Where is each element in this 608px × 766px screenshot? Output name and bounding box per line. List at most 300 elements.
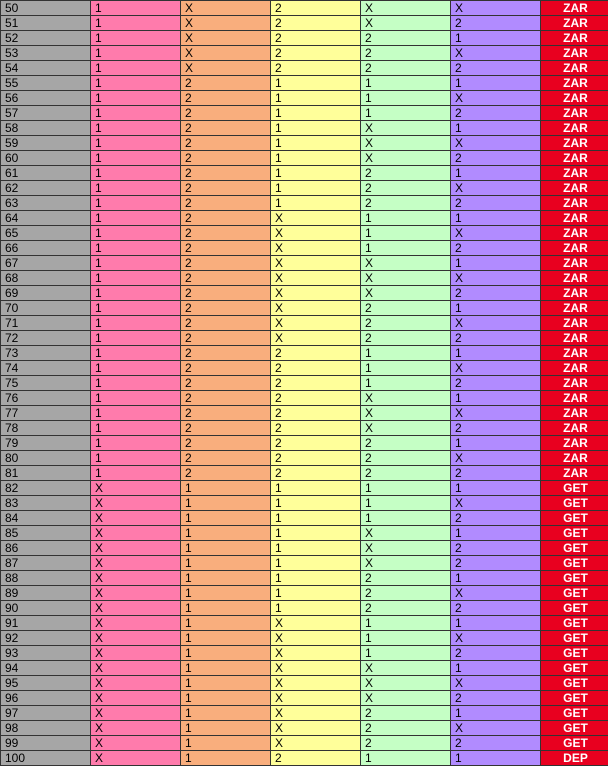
table-cell-col1[interactable]: X bbox=[91, 586, 181, 601]
table-cell-col1[interactable]: X bbox=[91, 571, 181, 586]
table-cell-col5[interactable]: 2 bbox=[451, 151, 541, 166]
table-cell-col4[interactable]: 1 bbox=[361, 631, 451, 646]
code-cell[interactable]: GET bbox=[541, 511, 608, 526]
table-cell-col4[interactable]: X bbox=[361, 676, 451, 691]
table-cell-col4[interactable]: 2 bbox=[361, 166, 451, 181]
table-cell-col2[interactable]: 2 bbox=[181, 211, 271, 226]
table-cell-col4[interactable]: 2 bbox=[361, 706, 451, 721]
table-cell-col3[interactable]: X bbox=[271, 661, 361, 676]
table-cell-col2[interactable]: X bbox=[181, 1, 271, 16]
table-cell-col5[interactable]: 1 bbox=[451, 346, 541, 361]
table-cell-col1[interactable]: 1 bbox=[91, 61, 181, 76]
code-cell[interactable]: ZAR bbox=[541, 46, 608, 61]
table-cell-col3[interactable]: 1 bbox=[271, 166, 361, 181]
table-cell-col3[interactable]: X bbox=[271, 301, 361, 316]
row-number-cell[interactable]: 92 bbox=[1, 631, 91, 646]
table-cell-col4[interactable]: 2 bbox=[361, 331, 451, 346]
table-cell-col1[interactable]: 1 bbox=[91, 406, 181, 421]
table-cell-col5[interactable]: 2 bbox=[451, 376, 541, 391]
table-cell-col1[interactable]: X bbox=[91, 736, 181, 751]
table-cell-col1[interactable]: X bbox=[91, 496, 181, 511]
table-cell-col2[interactable]: 1 bbox=[181, 541, 271, 556]
table-cell-col2[interactable]: 2 bbox=[181, 301, 271, 316]
table-cell-col5[interactable]: 2 bbox=[451, 286, 541, 301]
table-cell-col4[interactable]: 1 bbox=[361, 646, 451, 661]
code-cell[interactable]: GET bbox=[541, 691, 608, 706]
table-cell-col5[interactable]: 1 bbox=[451, 481, 541, 496]
row-number-cell[interactable]: 88 bbox=[1, 571, 91, 586]
table-cell-col3[interactable]: 2 bbox=[271, 406, 361, 421]
table-cell-col2[interactable]: 1 bbox=[181, 526, 271, 541]
table-cell-col5[interactable]: 2 bbox=[451, 196, 541, 211]
table-cell-col3[interactable]: 1 bbox=[271, 196, 361, 211]
table-cell-col2[interactable]: 2 bbox=[181, 181, 271, 196]
table-cell-col3[interactable]: 1 bbox=[271, 481, 361, 496]
row-number-cell[interactable]: 84 bbox=[1, 511, 91, 526]
row-number-cell[interactable]: 77 bbox=[1, 406, 91, 421]
row-number-cell[interactable]: 83 bbox=[1, 496, 91, 511]
table-cell-col2[interactable]: 2 bbox=[181, 151, 271, 166]
table-cell-col5[interactable]: 2 bbox=[451, 16, 541, 31]
code-cell[interactable]: ZAR bbox=[541, 241, 608, 256]
table-cell-col5[interactable]: 1 bbox=[451, 706, 541, 721]
table-cell-col4[interactable]: 2 bbox=[361, 451, 451, 466]
table-cell-col5[interactable]: X bbox=[451, 631, 541, 646]
table-cell-col3[interactable]: X bbox=[271, 691, 361, 706]
table-cell-col3[interactable]: X bbox=[271, 616, 361, 631]
table-cell-col2[interactable]: 1 bbox=[181, 676, 271, 691]
row-number-cell[interactable]: 95 bbox=[1, 676, 91, 691]
table-cell-col4[interactable]: 1 bbox=[361, 226, 451, 241]
table-cell-col4[interactable]: X bbox=[361, 661, 451, 676]
table-cell-col2[interactable]: 1 bbox=[181, 511, 271, 526]
code-cell[interactable]: ZAR bbox=[541, 121, 608, 136]
row-number-cell[interactable]: 81 bbox=[1, 466, 91, 481]
table-cell-col4[interactable]: 2 bbox=[361, 181, 451, 196]
table-cell-col2[interactable]: 2 bbox=[181, 466, 271, 481]
table-cell-col2[interactable]: 1 bbox=[181, 571, 271, 586]
table-cell-col2[interactable]: 2 bbox=[181, 421, 271, 436]
row-number-cell[interactable]: 78 bbox=[1, 421, 91, 436]
table-cell-col3[interactable]: X bbox=[271, 256, 361, 271]
table-cell-col5[interactable]: 2 bbox=[451, 646, 541, 661]
code-cell[interactable]: GET bbox=[541, 586, 608, 601]
table-cell-col1[interactable]: 1 bbox=[91, 151, 181, 166]
table-cell-col5[interactable]: 2 bbox=[451, 421, 541, 436]
code-cell[interactable]: ZAR bbox=[541, 76, 608, 91]
table-cell-col1[interactable]: X bbox=[91, 616, 181, 631]
table-cell-col5[interactable]: 2 bbox=[451, 691, 541, 706]
row-number-cell[interactable]: 55 bbox=[1, 76, 91, 91]
table-cell-col4[interactable]: 2 bbox=[361, 736, 451, 751]
row-number-cell[interactable]: 86 bbox=[1, 541, 91, 556]
table-cell-col1[interactable]: 1 bbox=[91, 331, 181, 346]
code-cell[interactable]: ZAR bbox=[541, 256, 608, 271]
table-cell-col1[interactable]: 1 bbox=[91, 376, 181, 391]
table-cell-col3[interactable]: 2 bbox=[271, 31, 361, 46]
table-cell-col3[interactable]: X bbox=[271, 646, 361, 661]
table-cell-col1[interactable]: X bbox=[91, 691, 181, 706]
table-cell-col2[interactable]: 2 bbox=[181, 406, 271, 421]
code-cell[interactable]: GET bbox=[541, 541, 608, 556]
table-cell-col5[interactable]: 1 bbox=[451, 301, 541, 316]
row-number-cell[interactable]: 64 bbox=[1, 211, 91, 226]
table-cell-col4[interactable]: 1 bbox=[361, 241, 451, 256]
table-cell-col1[interactable]: X bbox=[91, 631, 181, 646]
row-number-cell[interactable]: 50 bbox=[1, 1, 91, 16]
code-cell[interactable]: ZAR bbox=[541, 406, 608, 421]
table-cell-col3[interactable]: 1 bbox=[271, 151, 361, 166]
table-cell-col2[interactable]: 2 bbox=[181, 241, 271, 256]
table-cell-col2[interactable]: 1 bbox=[181, 586, 271, 601]
row-number-cell[interactable]: 51 bbox=[1, 16, 91, 31]
table-cell-col5[interactable]: 2 bbox=[451, 601, 541, 616]
row-number-cell[interactable]: 53 bbox=[1, 46, 91, 61]
code-cell[interactable]: ZAR bbox=[541, 346, 608, 361]
table-cell-col5[interactable]: 2 bbox=[451, 241, 541, 256]
table-cell-col5[interactable]: X bbox=[451, 271, 541, 286]
table-cell-col5[interactable]: 1 bbox=[451, 571, 541, 586]
row-number-cell[interactable]: 73 bbox=[1, 346, 91, 361]
table-cell-col5[interactable]: 2 bbox=[451, 331, 541, 346]
code-cell[interactable]: GET bbox=[541, 571, 608, 586]
table-cell-col2[interactable]: 2 bbox=[181, 361, 271, 376]
table-cell-col1[interactable]: 1 bbox=[91, 16, 181, 31]
table-cell-col4[interactable]: 2 bbox=[361, 46, 451, 61]
row-number-cell[interactable]: 52 bbox=[1, 31, 91, 46]
table-cell-col3[interactable]: 2 bbox=[271, 61, 361, 76]
table-cell-col3[interactable]: 1 bbox=[271, 121, 361, 136]
table-cell-col3[interactable]: 2 bbox=[271, 436, 361, 451]
table-cell-col1[interactable]: 1 bbox=[91, 181, 181, 196]
table-cell-col1[interactable]: 1 bbox=[91, 196, 181, 211]
table-cell-col2[interactable]: 1 bbox=[181, 691, 271, 706]
code-cell[interactable]: GET bbox=[541, 601, 608, 616]
code-cell[interactable]: ZAR bbox=[541, 376, 608, 391]
table-cell-col4[interactable]: 1 bbox=[361, 751, 451, 766]
code-cell[interactable]: GET bbox=[541, 481, 608, 496]
table-cell-col2[interactable]: 2 bbox=[181, 196, 271, 211]
table-cell-col1[interactable]: X bbox=[91, 541, 181, 556]
table-cell-col4[interactable]: 1 bbox=[361, 496, 451, 511]
table-cell-col1[interactable]: 1 bbox=[91, 226, 181, 241]
code-cell[interactable]: ZAR bbox=[541, 421, 608, 436]
table-cell-col3[interactable]: 1 bbox=[271, 496, 361, 511]
table-cell-col1[interactable]: 1 bbox=[91, 346, 181, 361]
table-cell-col1[interactable]: 1 bbox=[91, 46, 181, 61]
table-cell-col2[interactable]: 2 bbox=[181, 316, 271, 331]
row-number-cell[interactable]: 79 bbox=[1, 436, 91, 451]
code-cell[interactable]: ZAR bbox=[541, 391, 608, 406]
row-number-cell[interactable]: 62 bbox=[1, 181, 91, 196]
table-cell-col4[interactable]: 1 bbox=[361, 106, 451, 121]
table-cell-col4[interactable]: 2 bbox=[361, 571, 451, 586]
table-cell-col3[interactable]: 2 bbox=[271, 451, 361, 466]
table-cell-col4[interactable]: X bbox=[361, 691, 451, 706]
table-cell-col1[interactable]: 1 bbox=[91, 271, 181, 286]
table-cell-col2[interactable]: 1 bbox=[181, 751, 271, 766]
table-cell-col3[interactable]: X bbox=[271, 706, 361, 721]
table-cell-col4[interactable]: 1 bbox=[361, 361, 451, 376]
code-cell[interactable]: ZAR bbox=[541, 271, 608, 286]
code-cell[interactable]: GET bbox=[541, 706, 608, 721]
table-cell-col4[interactable]: X bbox=[361, 121, 451, 136]
code-cell[interactable]: GET bbox=[541, 676, 608, 691]
code-cell[interactable]: DEP bbox=[541, 751, 608, 766]
table-cell-col3[interactable]: X bbox=[271, 631, 361, 646]
table-cell-col4[interactable]: 2 bbox=[361, 196, 451, 211]
table-cell-col2[interactable]: 2 bbox=[181, 271, 271, 286]
code-cell[interactable]: ZAR bbox=[541, 226, 608, 241]
table-cell-col1[interactable]: 1 bbox=[91, 436, 181, 451]
table-cell-col2[interactable]: 2 bbox=[181, 346, 271, 361]
table-cell-col4[interactable]: X bbox=[361, 541, 451, 556]
table-cell-col4[interactable]: X bbox=[361, 151, 451, 166]
table-cell-col2[interactable]: 2 bbox=[181, 256, 271, 271]
table-cell-col3[interactable]: 1 bbox=[271, 541, 361, 556]
table-cell-col3[interactable]: 1 bbox=[271, 571, 361, 586]
table-cell-col4[interactable]: X bbox=[361, 1, 451, 16]
table-cell-col3[interactable]: 2 bbox=[271, 391, 361, 406]
table-cell-col3[interactable]: 2 bbox=[271, 751, 361, 766]
table-cell-col2[interactable]: 2 bbox=[181, 166, 271, 181]
table-cell-col2[interactable]: 1 bbox=[181, 631, 271, 646]
table-cell-col4[interactable]: 2 bbox=[361, 61, 451, 76]
table-cell-col4[interactable]: X bbox=[361, 406, 451, 421]
table-cell-col5[interactable]: 2 bbox=[451, 541, 541, 556]
table-cell-col3[interactable]: 1 bbox=[271, 181, 361, 196]
code-cell[interactable]: ZAR bbox=[541, 451, 608, 466]
table-cell-col2[interactable]: 2 bbox=[181, 391, 271, 406]
table-cell-col4[interactable]: X bbox=[361, 271, 451, 286]
row-number-cell[interactable]: 96 bbox=[1, 691, 91, 706]
table-cell-col2[interactable]: 2 bbox=[181, 436, 271, 451]
row-number-cell[interactable]: 61 bbox=[1, 166, 91, 181]
table-cell-col2[interactable]: 2 bbox=[181, 91, 271, 106]
table-cell-col4[interactable]: 1 bbox=[361, 76, 451, 91]
table-cell-col1[interactable]: 1 bbox=[91, 421, 181, 436]
row-number-cell[interactable]: 80 bbox=[1, 451, 91, 466]
table-cell-col5[interactable]: 1 bbox=[451, 661, 541, 676]
table-cell-col2[interactable]: 1 bbox=[181, 721, 271, 736]
table-cell-col4[interactable]: X bbox=[361, 256, 451, 271]
table-cell-col5[interactable]: 2 bbox=[451, 106, 541, 121]
table-cell-col3[interactable]: 2 bbox=[271, 1, 361, 16]
code-cell[interactable]: GET bbox=[541, 736, 608, 751]
table-cell-col4[interactable]: 1 bbox=[361, 346, 451, 361]
table-cell-col1[interactable]: 1 bbox=[91, 76, 181, 91]
table-cell-col5[interactable]: 2 bbox=[451, 736, 541, 751]
row-number-cell[interactable]: 76 bbox=[1, 391, 91, 406]
row-number-cell[interactable]: 100 bbox=[1, 751, 91, 766]
row-number-cell[interactable]: 65 bbox=[1, 226, 91, 241]
row-number-cell[interactable]: 58 bbox=[1, 121, 91, 136]
table-cell-col4[interactable]: 1 bbox=[361, 481, 451, 496]
table-cell-col5[interactable]: X bbox=[451, 316, 541, 331]
row-number-cell[interactable]: 59 bbox=[1, 136, 91, 151]
table-cell-col2[interactable]: 1 bbox=[181, 556, 271, 571]
table-cell-col2[interactable]: X bbox=[181, 61, 271, 76]
code-cell[interactable]: ZAR bbox=[541, 436, 608, 451]
code-cell[interactable]: GET bbox=[541, 526, 608, 541]
table-cell-col2[interactable]: 1 bbox=[181, 706, 271, 721]
table-cell-col4[interactable]: 2 bbox=[361, 466, 451, 481]
row-number-cell[interactable]: 99 bbox=[1, 736, 91, 751]
row-number-cell[interactable]: 66 bbox=[1, 241, 91, 256]
table-cell-col5[interactable]: 1 bbox=[451, 256, 541, 271]
table-cell-col3[interactable]: 1 bbox=[271, 601, 361, 616]
table-cell-col3[interactable]: X bbox=[271, 316, 361, 331]
table-cell-col1[interactable]: X bbox=[91, 481, 181, 496]
table-cell-col4[interactable]: 1 bbox=[361, 211, 451, 226]
row-number-cell[interactable]: 60 bbox=[1, 151, 91, 166]
table-cell-col2[interactable]: 2 bbox=[181, 136, 271, 151]
table-cell-col3[interactable]: 1 bbox=[271, 586, 361, 601]
table-cell-col5[interactable]: 1 bbox=[451, 166, 541, 181]
table-cell-col1[interactable]: 1 bbox=[91, 121, 181, 136]
row-number-cell[interactable]: 70 bbox=[1, 301, 91, 316]
table-cell-col3[interactable]: 2 bbox=[271, 16, 361, 31]
table-cell-col3[interactable]: 1 bbox=[271, 511, 361, 526]
row-number-cell[interactable]: 72 bbox=[1, 331, 91, 346]
table-cell-col5[interactable]: 1 bbox=[451, 436, 541, 451]
table-cell-col2[interactable]: 1 bbox=[181, 736, 271, 751]
table-cell-col1[interactable]: 1 bbox=[91, 391, 181, 406]
table-cell-col2[interactable]: 1 bbox=[181, 616, 271, 631]
table-cell-col4[interactable]: X bbox=[361, 391, 451, 406]
table-cell-col4[interactable]: X bbox=[361, 526, 451, 541]
table-cell-col4[interactable]: X bbox=[361, 556, 451, 571]
code-cell[interactable]: ZAR bbox=[541, 31, 608, 46]
table-cell-col1[interactable]: 1 bbox=[91, 286, 181, 301]
table-cell-col4[interactable]: X bbox=[361, 16, 451, 31]
code-cell[interactable]: ZAR bbox=[541, 91, 608, 106]
code-cell[interactable]: ZAR bbox=[541, 1, 608, 16]
table-cell-col3[interactable]: X bbox=[271, 736, 361, 751]
table-cell-col4[interactable]: 1 bbox=[361, 376, 451, 391]
code-cell[interactable]: ZAR bbox=[541, 61, 608, 76]
table-cell-col3[interactable]: X bbox=[271, 331, 361, 346]
table-cell-col3[interactable]: X bbox=[271, 286, 361, 301]
table-cell-col1[interactable]: 1 bbox=[91, 211, 181, 226]
table-cell-col1[interactable]: 1 bbox=[91, 31, 181, 46]
table-cell-col5[interactable]: X bbox=[451, 586, 541, 601]
code-cell[interactable]: ZAR bbox=[541, 136, 608, 151]
table-cell-col3[interactable]: 1 bbox=[271, 556, 361, 571]
table-cell-col3[interactable]: 2 bbox=[271, 466, 361, 481]
row-number-cell[interactable]: 68 bbox=[1, 271, 91, 286]
table-cell-col5[interactable]: 1 bbox=[451, 616, 541, 631]
code-cell[interactable]: ZAR bbox=[541, 301, 608, 316]
table-cell-col5[interactable]: X bbox=[451, 451, 541, 466]
row-number-cell[interactable]: 93 bbox=[1, 646, 91, 661]
code-cell[interactable]: GET bbox=[541, 646, 608, 661]
row-number-cell[interactable]: 74 bbox=[1, 361, 91, 376]
table-cell-col1[interactable]: X bbox=[91, 661, 181, 676]
table-cell-col4[interactable]: 2 bbox=[361, 301, 451, 316]
row-number-cell[interactable]: 63 bbox=[1, 196, 91, 211]
table-cell-col1[interactable]: 1 bbox=[91, 1, 181, 16]
table-cell-col1[interactable]: X bbox=[91, 676, 181, 691]
code-cell[interactable]: ZAR bbox=[541, 181, 608, 196]
table-cell-col2[interactable]: 1 bbox=[181, 646, 271, 661]
code-cell[interactable]: GET bbox=[541, 496, 608, 511]
table-cell-col1[interactable]: X bbox=[91, 511, 181, 526]
table-cell-col5[interactable]: X bbox=[451, 676, 541, 691]
table-cell-col3[interactable]: 2 bbox=[271, 346, 361, 361]
table-cell-col4[interactable]: X bbox=[361, 421, 451, 436]
table-cell-col4[interactable]: 2 bbox=[361, 436, 451, 451]
row-number-cell[interactable]: 69 bbox=[1, 286, 91, 301]
table-cell-col3[interactable]: 1 bbox=[271, 91, 361, 106]
table-cell-col5[interactable]: X bbox=[451, 361, 541, 376]
table-cell-col1[interactable]: X bbox=[91, 706, 181, 721]
table-cell-col1[interactable]: 1 bbox=[91, 91, 181, 106]
table-cell-col2[interactable]: 2 bbox=[181, 121, 271, 136]
table-cell-col5[interactable]: X bbox=[451, 91, 541, 106]
row-number-cell[interactable]: 94 bbox=[1, 661, 91, 676]
table-cell-col2[interactable]: X bbox=[181, 31, 271, 46]
table-cell-col3[interactable]: 2 bbox=[271, 421, 361, 436]
table-cell-col1[interactable]: 1 bbox=[91, 451, 181, 466]
table-cell-col3[interactable]: 1 bbox=[271, 106, 361, 121]
row-number-cell[interactable]: 57 bbox=[1, 106, 91, 121]
table-cell-col2[interactable]: 2 bbox=[181, 376, 271, 391]
row-number-cell[interactable]: 71 bbox=[1, 316, 91, 331]
table-cell-col1[interactable]: X bbox=[91, 646, 181, 661]
table-cell-col3[interactable]: 1 bbox=[271, 526, 361, 541]
code-cell[interactable]: ZAR bbox=[541, 166, 608, 181]
table-cell-col5[interactable]: X bbox=[451, 1, 541, 16]
table-cell-col2[interactable]: 1 bbox=[181, 601, 271, 616]
table-cell-col5[interactable]: X bbox=[451, 136, 541, 151]
table-cell-col5[interactable]: 1 bbox=[451, 391, 541, 406]
table-cell-col4[interactable]: 2 bbox=[361, 316, 451, 331]
code-cell[interactable]: ZAR bbox=[541, 106, 608, 121]
table-cell-col3[interactable]: X bbox=[271, 241, 361, 256]
table-cell-col1[interactable]: X bbox=[91, 601, 181, 616]
code-cell[interactable]: ZAR bbox=[541, 361, 608, 376]
table-cell-col4[interactable]: 2 bbox=[361, 31, 451, 46]
table-cell-col5[interactable]: 2 bbox=[451, 556, 541, 571]
table-cell-col3[interactable]: X bbox=[271, 721, 361, 736]
row-number-cell[interactable]: 54 bbox=[1, 61, 91, 76]
row-number-cell[interactable]: 97 bbox=[1, 706, 91, 721]
table-cell-col3[interactable]: 2 bbox=[271, 361, 361, 376]
table-cell-col1[interactable]: 1 bbox=[91, 166, 181, 181]
table-cell-col2[interactable]: 2 bbox=[181, 451, 271, 466]
table-cell-col2[interactable]: 2 bbox=[181, 226, 271, 241]
table-cell-col4[interactable]: 2 bbox=[361, 601, 451, 616]
table-cell-col1[interactable]: 1 bbox=[91, 316, 181, 331]
table-cell-col5[interactable]: X bbox=[451, 721, 541, 736]
table-cell-col4[interactable]: 1 bbox=[361, 511, 451, 526]
table-cell-col3[interactable]: X bbox=[271, 676, 361, 691]
table-cell-col1[interactable]: X bbox=[91, 556, 181, 571]
table-cell-col3[interactable]: X bbox=[271, 211, 361, 226]
row-number-cell[interactable]: 67 bbox=[1, 256, 91, 271]
table-cell-col2[interactable]: 2 bbox=[181, 106, 271, 121]
table-cell-col3[interactable]: 1 bbox=[271, 136, 361, 151]
table-cell-col5[interactable]: 2 bbox=[451, 511, 541, 526]
table-cell-col5[interactable]: 2 bbox=[451, 61, 541, 76]
code-cell[interactable]: ZAR bbox=[541, 196, 608, 211]
row-number-cell[interactable]: 56 bbox=[1, 91, 91, 106]
table-cell-col2[interactable]: 1 bbox=[181, 496, 271, 511]
code-cell[interactable]: GET bbox=[541, 631, 608, 646]
table-cell-col4[interactable]: X bbox=[361, 286, 451, 301]
table-cell-col4[interactable]: 2 bbox=[361, 586, 451, 601]
